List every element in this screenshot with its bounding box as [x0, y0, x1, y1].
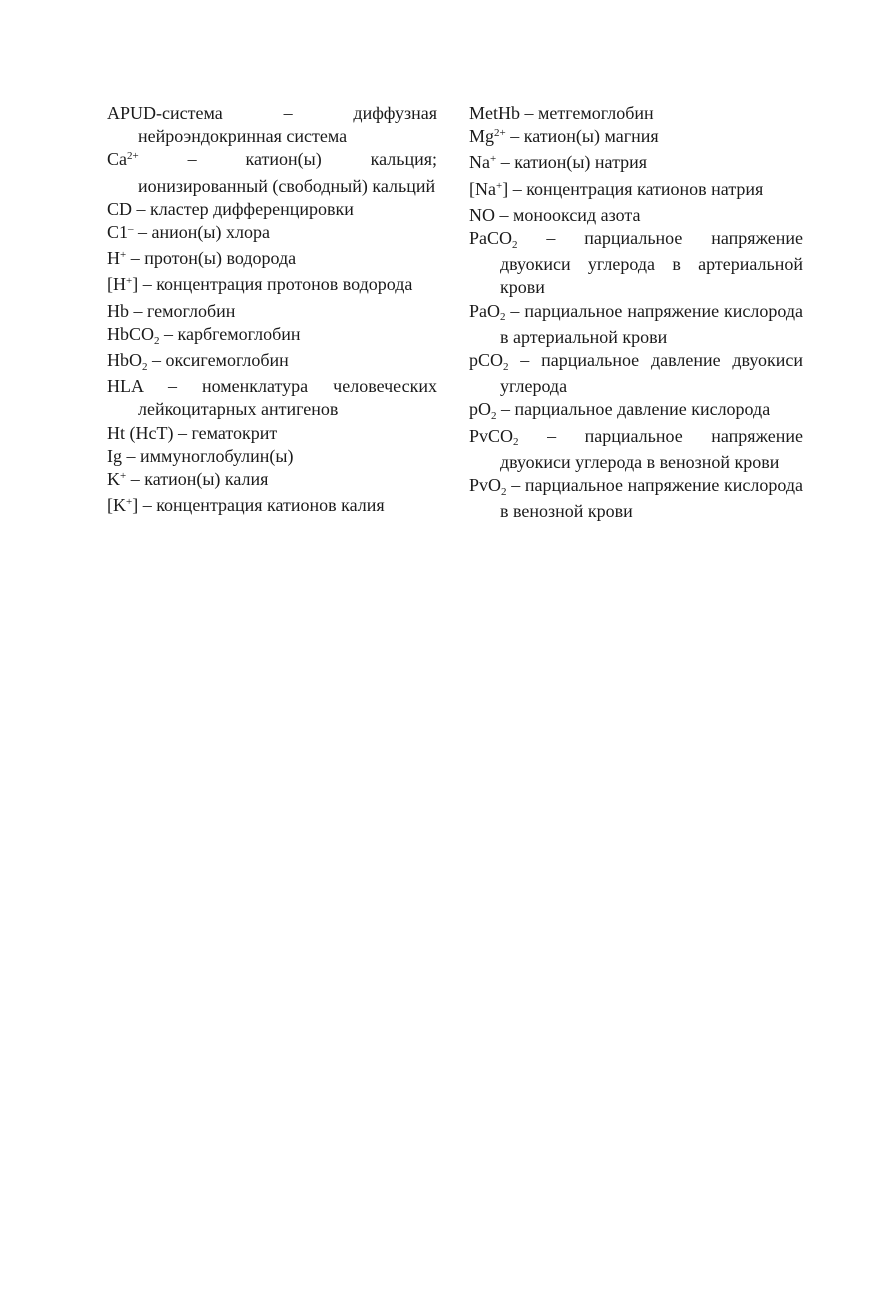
abbreviation-term [469, 399, 497, 423]
abbreviation-term-part: pO [469, 399, 491, 420]
abbreviation-term [107, 323, 160, 347]
superscript: + [490, 153, 497, 166]
abbreviation-entry [107, 323, 437, 349]
abbreviation-entry [107, 422, 437, 445]
abbreviation-term-part: ] [502, 178, 509, 199]
abbreviation-entry [469, 151, 803, 177]
abbreviation-definition: – гематокрит [173, 422, 278, 443]
abbreviation-term [469, 300, 506, 324]
abbreviation-definition: – протон(ы) водорода [126, 248, 297, 269]
abbreviation-definition: – парциальное напряжение кислорода в венозной крови [500, 475, 803, 522]
abbreviation-term-part: PaCO [469, 228, 513, 249]
abbreviation-definition: – парциальное напряжение кислорода в артериальной крови [500, 300, 803, 347]
abbreviation-definition: – катион(ы) магния [505, 126, 659, 147]
abbreviation-term [107, 222, 134, 242]
subscript: 2 [500, 311, 506, 324]
abbreviation-term-part: Hb [107, 300, 129, 321]
abbreviation-entry [107, 445, 437, 468]
subscript: 2 [142, 360, 148, 373]
abbreviation-term-part: pCO [469, 350, 504, 371]
abbreviation-term-part: Ht (HcT) [107, 422, 174, 443]
abbreviation-term-part: C1 [107, 222, 129, 243]
abbreviation-definition: – номенклатура человеческих лейкоцитарных антигенов [138, 376, 437, 420]
abbreviation-term [469, 126, 506, 146]
abbreviation-entry [469, 204, 803, 227]
abbreviation-definition: – катион(ы) кальция; ионизированный (свободный) кальций [138, 149, 437, 196]
abbreviation-entry [469, 178, 803, 204]
abbreviation-term [107, 350, 148, 373]
abbreviation-definition: – оксигемоглобин [147, 350, 289, 371]
superscript: 2+ [494, 127, 506, 140]
abbreviation-term [107, 423, 173, 443]
abbreviation-term [107, 301, 129, 321]
abbreviation-term-part: Ig [107, 445, 122, 466]
abbreviation-term-part: HbO [107, 350, 142, 371]
abbreviation-definition: – парциальное давление кислорода [496, 399, 771, 420]
abbreviation-definition: – парциальное напряжение двуокиси углерода в венозной крови [500, 425, 803, 472]
subscript: 2 [503, 360, 509, 373]
abbreviation-term-part: Ca [107, 149, 127, 170]
abbreviation-entry [107, 468, 437, 494]
abbreviation-entry [469, 300, 803, 349]
abbreviation-entry [107, 198, 437, 221]
abbreviation-entry [107, 221, 437, 247]
abbreviation-term [469, 152, 496, 172]
abbreviation-entry [107, 273, 437, 299]
abbreviation-entry [469, 474, 803, 523]
abbreviation-definition: – катион(ы) натрия [496, 152, 648, 173]
abbreviation-term-part: Mg [469, 126, 495, 147]
abbreviation-term [469, 103, 520, 123]
abbreviation-definition: – концентрация катионов калия [138, 495, 385, 516]
abbreviation-term-part: [K [107, 495, 126, 516]
abbreviation-entry [469, 349, 803, 398]
abbreviation-term-part: [Na [469, 178, 496, 199]
abbreviation-definition: – иммуноглобулин(ы) [122, 445, 294, 466]
abbreviation-definition: – карбгемоглобин [159, 323, 301, 344]
abbreviation-term [107, 495, 138, 515]
abbreviation-term-part: PvCO [469, 425, 514, 446]
superscript: – [128, 222, 134, 235]
abbreviation-entry [107, 300, 437, 323]
subscript: 2 [491, 410, 497, 423]
abbreviation-term-part: NO [469, 204, 495, 225]
superscript: 2+ [127, 150, 139, 163]
abbreviation-entry [469, 102, 803, 125]
abbreviation-term [107, 149, 139, 169]
abbreviation-entry [107, 148, 437, 197]
abbreviation-term [107, 103, 223, 123]
abbreviations-left-column [107, 102, 437, 520]
abbreviation-term-part: K [107, 469, 120, 490]
abbreviation-definition: – кластер дифференцировки [132, 198, 354, 219]
abbreviation-term-part: Na [469, 152, 490, 173]
abbreviation-term-part: ] [132, 274, 139, 295]
abbreviation-definition: – гемоглобин [129, 300, 236, 321]
abbreviation-definition: – концентрация катионов натрия [508, 178, 764, 199]
abbreviation-entry [107, 494, 437, 520]
abbreviations-right-column [469, 102, 803, 523]
abbreviation-term-part: HLA [107, 376, 143, 397]
abbreviation-term-part: ] [132, 495, 139, 516]
abbreviation-term [107, 199, 132, 219]
abbreviation-term [469, 179, 508, 199]
abbreviation-definition: – монооксид азота [495, 204, 641, 225]
superscript: + [495, 179, 503, 192]
abbreviation-term [107, 469, 126, 489]
subscript: 2 [512, 238, 518, 251]
abbreviation-entry [469, 125, 803, 151]
abbreviation-term-part: PvO [469, 475, 502, 496]
abbreviation-definition: – парциальное давление двуокиси углерода [500, 350, 803, 397]
superscript: + [126, 496, 133, 509]
subscript: 2 [513, 436, 519, 449]
abbreviation-term-part: H [107, 248, 120, 269]
abbreviation-term [469, 228, 518, 251]
abbreviation-term-part: [H [107, 274, 126, 295]
abbreviation-entry [107, 247, 437, 273]
abbreviation-term [469, 205, 495, 225]
superscript: + [120, 249, 127, 262]
superscript: + [120, 470, 127, 482]
abbreviation-entry [107, 375, 437, 421]
abbreviation-term [107, 446, 122, 466]
abbreviation-definition: – парциальное напряжение двуокиси углерода в артериальной крови [500, 228, 803, 298]
abbreviation-entry [107, 349, 437, 375]
abbreviation-entry [469, 398, 803, 424]
abbreviation-definition: – метгемоглобин [520, 103, 654, 123]
abbreviation-term-part: CD [107, 198, 133, 219]
abbreviation-term-part: MetHb [469, 103, 520, 123]
abbreviation-definition: – анион(ы) хлора [133, 222, 270, 243]
abbreviation-term [469, 425, 519, 449]
abbreviation-entry [107, 102, 437, 148]
subscript: 2 [501, 485, 507, 498]
abbreviation-term-part: APUD-система [107, 103, 223, 123]
abbreviation-entry [469, 425, 803, 474]
abbreviation-term [107, 248, 126, 268]
abbreviation-term-part: PaO [469, 300, 500, 321]
abbreviation-definition: – диффузная нейроэндокринная система [138, 103, 437, 147]
abbreviation-term [469, 350, 509, 373]
abbreviation-definition: – концентрация протонов водорода [138, 274, 413, 295]
abbreviation-definition: – катион(ы) калия [126, 469, 269, 490]
abbreviation-term [107, 274, 138, 294]
subscript: 2 [154, 334, 160, 347]
abbreviation-term [469, 475, 507, 498]
abbreviation-term-part: HbCO [107, 323, 155, 344]
superscript: + [126, 275, 133, 288]
abbreviation-entry [469, 227, 803, 300]
abbreviation-term [107, 376, 143, 396]
